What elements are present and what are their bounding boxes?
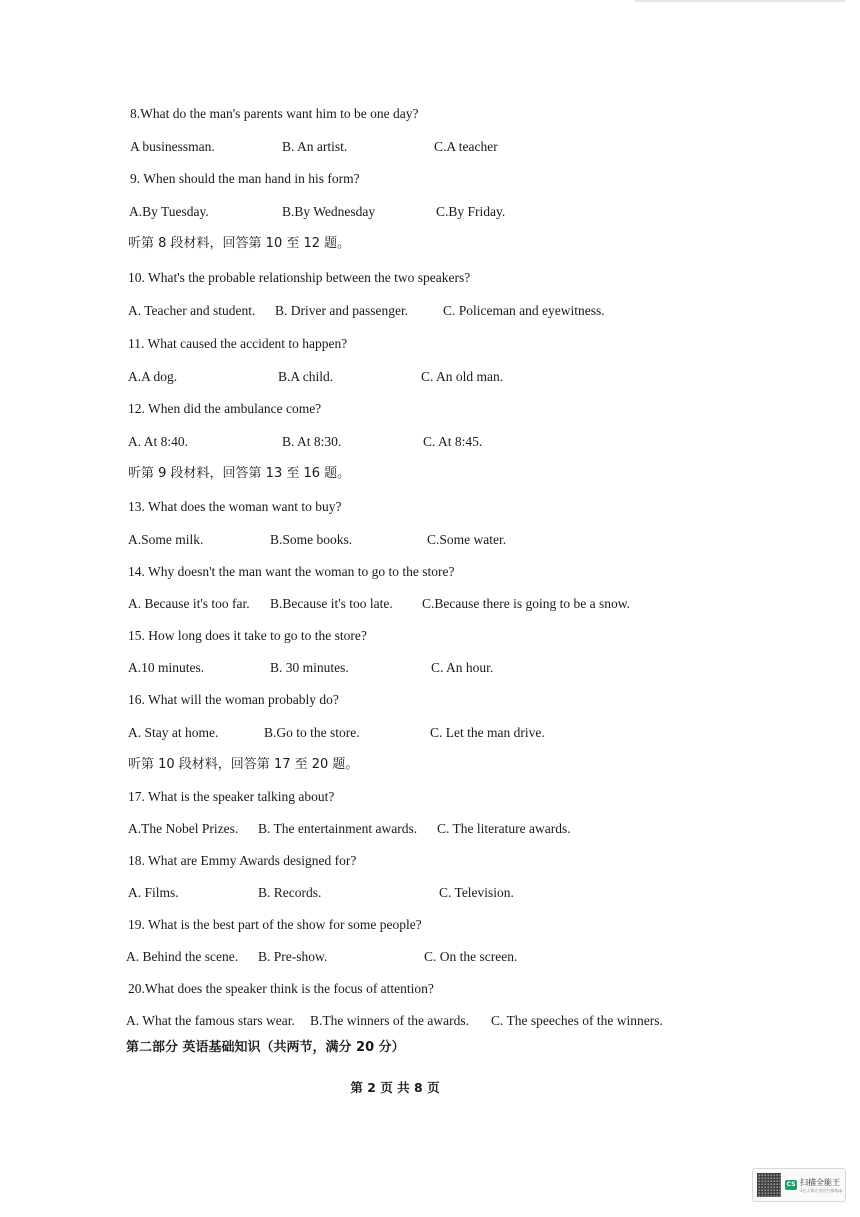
q13-option-b: B.Some books.	[270, 532, 353, 547]
scanner-name: 扫描全能王	[800, 1177, 840, 1187]
question-14: 14. Why doesn't the man want the woman to go to the store?	[128, 564, 455, 579]
scanner-subtitle: 3亿人都在用的扫描App	[800, 1187, 843, 1193]
q17-option-a: A.The Nobel Prizes.	[128, 821, 239, 836]
q9-option-c: C.By Friday.	[436, 204, 506, 219]
page-number-footer: 第 2 页 共 8 页	[350, 1080, 440, 1095]
q12-option-a: A. At 8:40.	[128, 434, 189, 449]
q10-option-a: A. Teacher and student.	[128, 303, 256, 318]
q16-option-b: B.Go to the store.	[264, 725, 360, 740]
question-11: 11. What caused the accident to happen?	[128, 336, 348, 351]
q11-option-c: C. An old man.	[421, 369, 504, 384]
q9-option-a: A.By Tuesday.	[129, 204, 209, 219]
q14-option-c: C.Because there is going to be a snow.	[422, 596, 630, 611]
q17-option-b: B. The entertainment awards.	[258, 821, 418, 836]
question-12: 12. When did the ambulance come?	[128, 401, 322, 416]
q16-option-c: C. Let the man drive.	[430, 725, 545, 740]
question-8: 8.What do the man's parents want him to be one day?	[130, 106, 419, 121]
q15-option-a: A.10 minutes.	[128, 660, 205, 675]
question-18: 18. What are Emmy Awards designed for?	[128, 853, 357, 868]
q14-option-b: B.Because it's too late.	[270, 596, 393, 611]
q8-option-a: A businessman.	[130, 139, 215, 154]
q10-option-c: C. Policeman and eyewitness.	[443, 303, 605, 318]
question-15: 15. How long does it take to go to the store?	[128, 628, 367, 643]
q20-option-c: C. The speeches of the winners.	[491, 1013, 663, 1028]
section-9-instruction: 听第 9 段材料，回答第 13 至 16 题。	[128, 466, 351, 481]
scanner-text	[800, 1177, 842, 1194]
q13-option-a: A.Some milk.	[128, 532, 204, 547]
q10-option-b: B. Driver and passenger.	[275, 303, 409, 318]
q20-option-b: B.The winners of the awards.	[310, 1013, 469, 1028]
q16-option-a: A. Stay at home.	[128, 725, 219, 740]
q15-option-b: B. 30 minutes.	[270, 660, 349, 675]
q18-option-a: A. Films.	[128, 885, 179, 900]
question-16: 16. What will the woman probably do?	[128, 692, 339, 707]
q8-option-c: C.A teacher	[434, 139, 498, 154]
q8-option-b: B. An artist.	[282, 139, 348, 154]
question-9: 9. When should the man hand in his form?	[130, 171, 360, 186]
question-17: 17. What is the speaker talking about?	[128, 789, 335, 804]
q14-option-a: A. Because it's too far.	[128, 596, 250, 611]
q20-option-a: A. What the famous stars wear.	[126, 1013, 295, 1028]
question-10: 10. What's the probable relationship between the two speakers?	[128, 270, 471, 285]
question-13: 13. What does the woman want to buy?	[128, 499, 342, 514]
q17-option-c: C. The literature awards.	[437, 821, 571, 836]
camscanner-logo-icon: CS	[786, 1181, 796, 1188]
section-10-instruction: 听第 10 段材料，回答第 17 至 20 题。	[128, 757, 359, 772]
scanner-watermark	[752, 1168, 846, 1202]
q18-option-c: C. Television.	[439, 885, 514, 900]
q12-option-b: B. At 8:30.	[282, 434, 342, 449]
question-19: 19. What is the best part of the show for some people?	[128, 917, 422, 932]
section-8-instruction: 听第 8 段材料，回答第 10 至 12 题。	[128, 236, 351, 251]
q11-option-a: A.A dog.	[128, 369, 178, 384]
q15-option-c: C. An hour.	[431, 660, 494, 675]
q9-option-b: B.By Wednesday	[282, 204, 376, 219]
question-20: 20.What does the speaker think is the focus of attention?	[128, 981, 434, 996]
q19-option-b: B. Pre-show.	[258, 949, 328, 964]
scan-top-edge	[635, 0, 845, 2]
q19-option-c: C. On the screen.	[424, 949, 518, 964]
q19-option-a: A. Behind the scene.	[126, 949, 239, 964]
q18-option-b: B. Records.	[258, 885, 322, 900]
q12-option-c: C. At 8:45.	[423, 434, 483, 449]
part-2-heading: 第二部分 英语基础知识（共两节，满分 20 分）	[126, 1040, 405, 1055]
q13-option-c: C.Some water.	[427, 532, 507, 547]
qr-code-icon	[757, 1173, 781, 1197]
q11-option-b: B.A child.	[278, 369, 334, 384]
